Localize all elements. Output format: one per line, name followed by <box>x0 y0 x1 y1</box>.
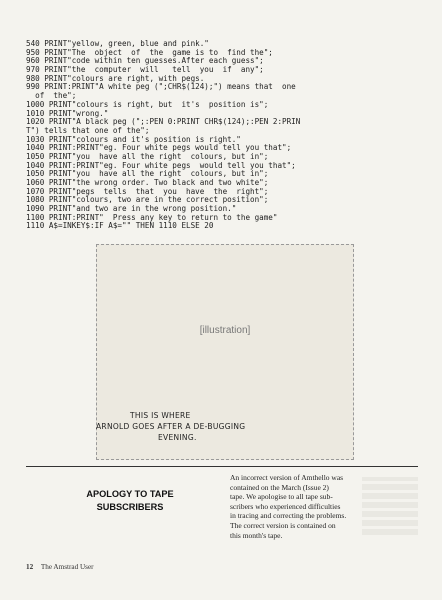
section-divider <box>26 466 418 467</box>
apology-heading-line: APOLOGY TO TAPE <box>86 489 174 499</box>
code-line: 1050 PRINT"you have all the right colours, but in"; <box>26 169 269 179</box>
code-line: 1080 PRINT"colours, two are in the correct position"; <box>26 195 269 205</box>
code-line: 1100 PRINT:PRINT" Press any key to return to the game" <box>26 212 278 222</box>
code-line: of the"; <box>26 91 77 101</box>
apology-body-line: An incorrect version of Amthello was <box>230 473 344 482</box>
apology-body-line: scribers who experienced difficulties <box>230 501 341 511</box>
code-line: 990 PRINT:PRINT"A white peg (";CHR$(124);") means that one <box>26 82 296 92</box>
page-number: 12 <box>26 563 34 571</box>
code-line: 1070 PRINT"pegs tells that you have the right"; <box>26 186 269 196</box>
publication-name: The Amstrad User <box>40 563 94 571</box>
apology-body-line: tape. We apologise to all tape sub- <box>230 492 333 502</box>
code-line: 960 PRINT"code within ten guesses.After each guess"; <box>26 56 264 66</box>
code-line: 970 PRINT"the computer will tell you if any"; <box>26 65 264 75</box>
code-line: 980 PRINT"colours are right, with pegs. <box>26 73 205 83</box>
background-texture <box>362 477 418 535</box>
code-line: 1000 PRINT"colours is right, but it's position is"; <box>26 99 269 109</box>
apology-heading-line: SUBSCRIBERS <box>96 502 164 512</box>
code-line: 1060 PRINT"the wrong order. Two black and two white"; <box>26 178 269 187</box>
illustration-placeholder: [illustration] <box>199 325 251 336</box>
apology-body-line: this month's tape. <box>230 530 283 540</box>
code-line: 1110 A$=INKEY$:IF A$="" THEN 1110 ELSE 20 <box>26 221 214 231</box>
apology-heading <box>60 488 200 514</box>
apology-body <box>230 473 380 540</box>
page-footer <box>26 563 94 571</box>
code-line: 1010 PRINT"wrong." <box>26 108 109 118</box>
code-line: 1090 PRINT"and two are in the wrong position." <box>26 204 237 214</box>
code-line: 950 PRINT"The object of the game is to find the"; <box>26 47 273 57</box>
cartoon-caption-line: THIS IS WHERE <box>130 411 191 420</box>
code-line: 1030 PRINT"colours and it's position is right." <box>26 134 241 144</box>
code-line: 1050 PRINT"you have all the right colours, but in"; <box>26 151 269 161</box>
cartoon-caption <box>96 410 256 443</box>
cartoon-caption-line: ARNOLD GOES AFTER A DE-BUGGING <box>96 422 246 431</box>
cartoon-caption-line: EVENING. <box>158 433 197 442</box>
basic-program-listing <box>26 40 426 231</box>
code-line: T") tells that one of the"; <box>26 125 150 135</box>
apology-body-line: in tracing and correcting the problems. <box>230 511 347 521</box>
code-line: 1040 PRINT:PRINT"eg. Four white pegs would tell you that"; <box>26 160 296 170</box>
code-line: 1040 PRINT:PRINT"eg. Four white pegs would tell you that"; <box>26 143 292 153</box>
code-line: 1020 PRINT"A black peg (";:PEN 0:PRINT CHR$(124);:PEN 2:PRIN <box>26 117 301 127</box>
apology-body-line: The correct version is contained on <box>230 520 336 530</box>
apology-body-line: contained on the March (Issue 2) <box>230 482 329 492</box>
code-line: 540 PRINT"yellow, green, blue and pink." <box>26 39 209 48</box>
